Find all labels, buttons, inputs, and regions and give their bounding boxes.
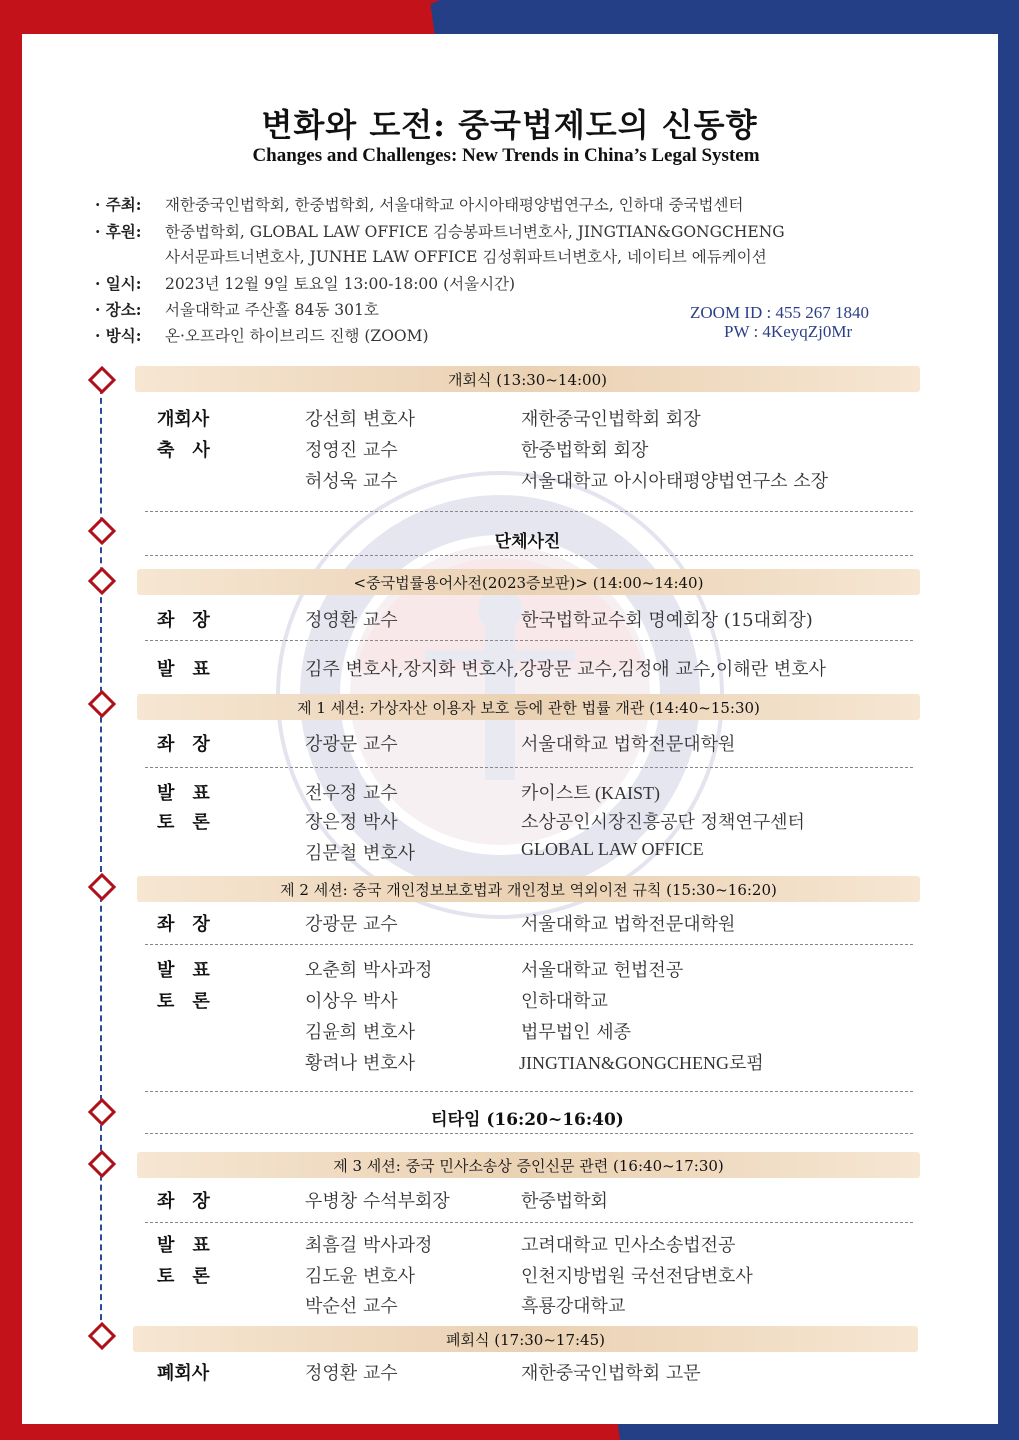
dictionary-chair-role: 좌 장 xyxy=(157,610,210,631)
session3-chair-affiliation: 한중법학회 xyxy=(521,1191,608,1212)
opening-name: 강선희 변호사 xyxy=(305,409,416,430)
session2-name: 오춘희 박사과정 xyxy=(305,960,433,981)
opening-affiliation: 재한중국인법학회 회장 xyxy=(521,409,701,430)
session2-name: 김윤희 변호사 xyxy=(305,1022,416,1043)
session1-affiliation: GLOBAL LAW OFFICE xyxy=(521,839,704,859)
session1-name: 김문철 변호사 xyxy=(305,843,416,864)
opening-role: 축 사 xyxy=(157,440,210,461)
info-format-value: 온·오프라인 하이브리드 진행 (ZOOM) xyxy=(165,327,429,345)
session2-name: 이상우 박사 xyxy=(305,991,398,1012)
session3-affiliation: 고려대학교 민사소송법전공 xyxy=(521,1235,736,1256)
info-date-label: · 일시: xyxy=(95,274,142,293)
info-host-value: 재한중국인법학회, 한중법학회, 서울대학교 아시아태평양법연구소, 인하대 중국법센터 xyxy=(165,196,744,214)
session1-chair-role: 좌 장 xyxy=(157,734,210,755)
dictionary-header: <중국법률용어사전(2023증보판)> (14:00~14:40) xyxy=(137,569,920,595)
closing-affiliation: 재한중국인법학회 고문 xyxy=(521,1363,701,1384)
dictionary-chair-affiliation: 한국법학교수회 명예회장 (15대회장) xyxy=(521,610,813,631)
dictionary-chair-name: 정영환 교수 xyxy=(305,610,398,631)
dictionary-presenter-role: 발 표 xyxy=(157,659,210,680)
info-sponsor-value-line2: 사서문파트너변호사, JUNHE LAW OFFICE 김성휘파트너변호사, 네이티브 에듀케이션 xyxy=(165,248,767,266)
session3-name: 김도윤 변호사 xyxy=(305,1266,416,1287)
session2-affiliation: 법무법인 세종 xyxy=(521,1022,632,1043)
opening-affiliation: 서울대학교 아시아태평양법연구소 소장 xyxy=(521,471,829,492)
session1-header: 제 1 세션: 가상자산 이용자 보호 등에 관한 법률 개관 (14:40~15:30) xyxy=(137,694,920,720)
session2-chair-name: 강광문 교수 xyxy=(305,914,398,935)
session3-role: 발 표 xyxy=(157,1235,210,1256)
closing-name: 정영환 교수 xyxy=(305,1363,398,1384)
info-sponsor-value-line1: 한중법학회, GLOBAL LAW OFFICE 김승봉파트너변호사, JINGTIAN&GONGCHENG xyxy=(165,223,785,241)
divider xyxy=(145,1222,913,1223)
divider xyxy=(145,1133,913,1134)
session1-role: 발 표 xyxy=(157,783,210,804)
info-date-value: 2023년 12월 9일 토요일 13:00-18:00 (서울시간) xyxy=(165,275,516,293)
closing-role: 폐회사 xyxy=(157,1363,210,1384)
session1-affiliation: 카이스트 (KAIST) xyxy=(521,783,661,803)
session2-name: 황려나 변호사 xyxy=(305,1053,416,1074)
divider xyxy=(145,640,913,641)
divider xyxy=(145,555,913,556)
session3-chair-role: 좌 장 xyxy=(157,1191,210,1212)
session1-chair-affiliation: 서울대학교 법학전문대학원 xyxy=(521,734,736,755)
session3-affiliation: 인천지방법원 국선전담변호사 xyxy=(521,1266,753,1287)
session2-chair-role: 좌 장 xyxy=(157,914,210,935)
session3-affiliation: 흑룡강대학교 xyxy=(521,1296,626,1317)
session2-role: 발 표 xyxy=(157,960,210,981)
opening-affiliation: 한중법학회 회장 xyxy=(521,440,649,461)
divider xyxy=(145,944,913,945)
info-sponsor-label: · 후원: xyxy=(95,222,142,241)
page-subtitle: Changes and Challenges: New Trends in China’s Legal System xyxy=(252,145,760,166)
closing-header: 폐회식 (17:30~17:45) xyxy=(133,1326,918,1352)
opening-name: 허성욱 교수 xyxy=(305,471,398,492)
session2-header: 제 2 세션: 중국 개인정보보호법과 개인정보 역외이전 규칙 (15:30~16:20) xyxy=(137,876,920,902)
info-host-label: · 주최: xyxy=(95,195,142,214)
session1-chair-name: 강광문 교수 xyxy=(305,734,398,755)
info-venue-label: · 장소: xyxy=(95,300,142,319)
session1-role: 토 론 xyxy=(157,812,210,833)
zoom-password: PW : 4KeyqZj0Mr xyxy=(724,322,853,341)
session1-name: 장은정 박사 xyxy=(305,812,398,833)
session3-name: 최흠걸 박사과정 xyxy=(305,1235,433,1256)
session3-role: 토 론 xyxy=(157,1266,210,1287)
zoom-id: ZOOM ID : 455 267 1840 xyxy=(690,303,869,322)
session2-affiliation: 서울대학교 헌법전공 xyxy=(521,960,684,981)
teatime-header: 티타임 (16:20~16:40) xyxy=(431,1110,624,1130)
session3-header: 제 3 세션: 중국 민사소송상 증인신문 관련 (16:40~17:30) xyxy=(137,1152,920,1178)
info-venue-value: 서울대학교 주산홀 84동 301호 xyxy=(165,301,379,319)
session1-name: 전우정 교수 xyxy=(305,783,398,804)
session3-name: 박순선 교수 xyxy=(305,1296,398,1317)
opening-name: 정영진 교수 xyxy=(305,440,398,461)
session1-affiliation: 소상공인시장진흥공단 정책연구센터 xyxy=(521,812,805,833)
info-format-label: · 방식: xyxy=(95,326,142,345)
divider xyxy=(145,1091,913,1092)
dictionary-presenter-names: 김주 변호사,장지화 변호사,강광문 교수,김정애 교수,이해란 변호사 xyxy=(305,659,826,680)
opening-header: 개회식 (13:30~14:00) xyxy=(135,366,920,392)
page-title: 변화와 도전: 중국법제도의 신동향 xyxy=(261,106,758,144)
session3-chair-name: 우병창 수석부회장 xyxy=(305,1191,450,1212)
session2-affiliation: 인하대학교 xyxy=(521,991,608,1012)
session2-affiliation: JINGTIAN&GONGCHENG로펌 xyxy=(519,1053,764,1073)
divider xyxy=(145,767,913,768)
session2-chair-affiliation: 서울대학교 법학전문대학원 xyxy=(521,914,736,935)
opening-role: 개회사 xyxy=(157,409,210,430)
session2-role: 토 론 xyxy=(157,991,210,1012)
divider xyxy=(145,511,913,512)
photo-header: 단체사진 xyxy=(494,532,561,552)
